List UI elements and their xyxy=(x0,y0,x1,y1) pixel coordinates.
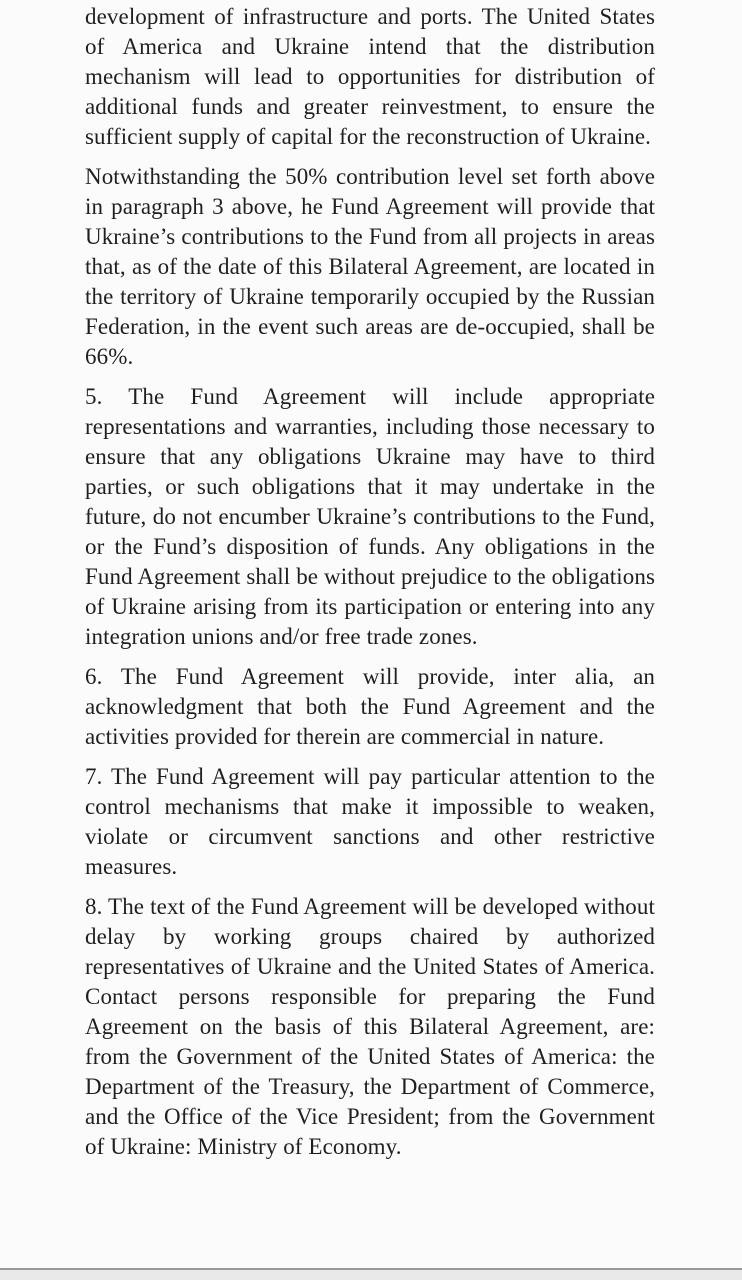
document-page xyxy=(85,2,655,1172)
document-paragraph-6: 6. The Fund Agreement will provide, inter alia, an acknowledgment that both the Fund Agreement and the activities provided for therein are commercial in nature. xyxy=(85,664,655,749)
document-paragraph-7: 7. The Fund Agreement will pay particular attention to the control mechanisms that make it impossible to weaken, violate or circumvent sanctions and other restrictive measures. xyxy=(85,764,655,879)
document-paragraph-5: 5. The Fund Agreement will include appropriate representations and warranties, including those necessary to ensure that any obligations Ukraine may have to third parties, or such obligations that it may undertake in the future, do not encumber Ukraine’s contributions to the Fund, or the Fund’s disposition of funds. Any obligations in the Fund Agreement shall be without prejudice to the obligations of Ukraine arising from its participation or entering into any integration unions and/or free trade zones. xyxy=(85,384,655,649)
bottom-edge-bar xyxy=(0,1268,742,1280)
document-paragraph-continuation: development of infrastructure and ports. The United States of America and Ukraine intend that the distribution mechanism will lead to opportunities for distribution of additional funds and greater reinvestment, to ensure the sufficient supply of capital for the reconstruction of Ukraine. xyxy=(85,4,655,149)
document-paragraph-8: 8. The text of the Fund Agreement will be developed without delay by working groups chaired by authorized representatives of Ukraine and the United States of America. Contact persons responsible for preparing the Fund Agreement on the basis of this Bilateral Agreement, are: from the Government of the United States of America: the Department of the Treasury, the Department of Commerce, and the Office of the Vice President; from the Government of Ukraine: Ministry of Economy. xyxy=(85,894,655,1159)
document-paragraph-notwithstanding: Notwithstanding the 50% contribution level set forth above in paragraph 3 above, he Fund Agreement will provide that Ukraine’s contributions to the Fund from all projects in areas that, as of the date of this Bilateral Agreement, are located in the territory of Ukraine temporarily occupied by the Russian Federation, in the event such areas are de-occupied, shall be 66%. xyxy=(85,164,655,369)
